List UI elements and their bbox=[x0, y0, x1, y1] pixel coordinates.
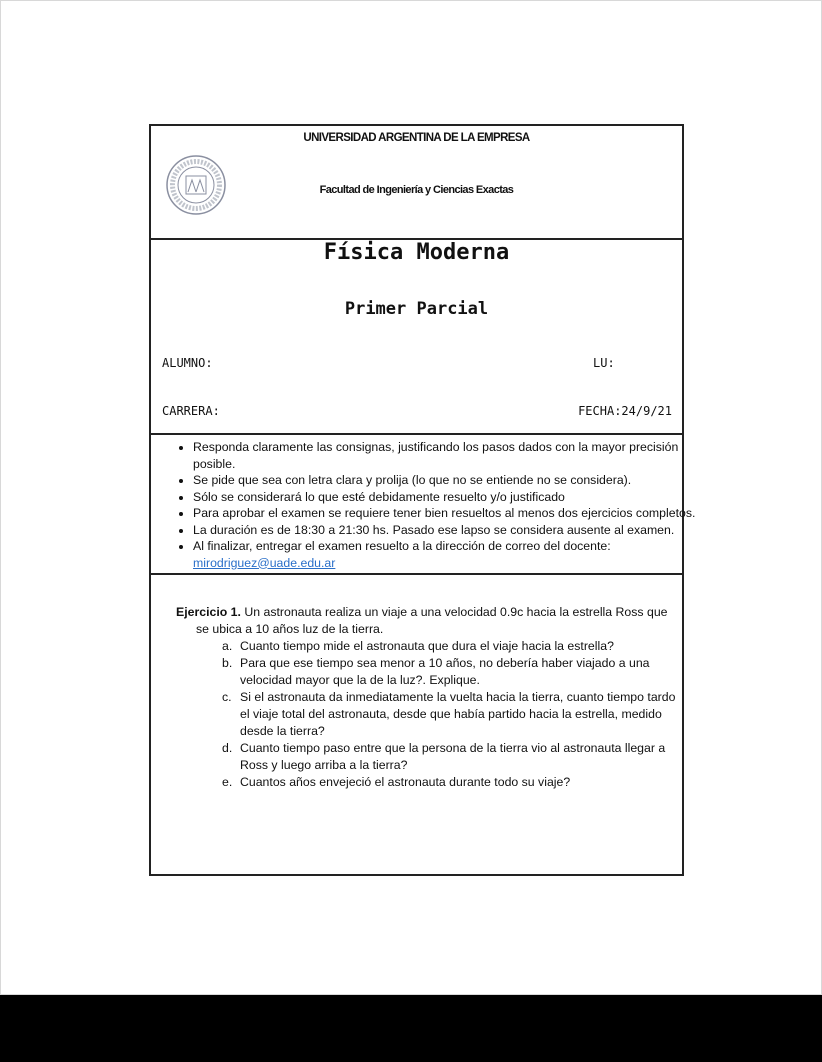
lu-label: LU: bbox=[593, 356, 615, 370]
alumno-label: ALUMNO: bbox=[162, 356, 213, 370]
faculty-name: Facultad de Ingeniería y Ciencias Exactas bbox=[319, 184, 514, 196]
instruction-item bbox=[193, 538, 703, 571]
exercise-item-a: a. Cuanto tiempo mide el astronauta que dura el viaje hacia la estrella? bbox=[222, 639, 614, 653]
exercise-items bbox=[176, 638, 681, 791]
university-name: UNIVERSIDAD ARGENTINA DE LA EMPRESA bbox=[303, 132, 530, 144]
instruction-item: • Se pide que sea con letra clara y prolija (lo que no se entiende no se considera). bbox=[193, 472, 703, 489]
exam-subtitle: Primer Parcial bbox=[344, 299, 489, 319]
instruction-item: • La duración es de 18:30 a 21:30 hs. Pasado ese lapso se considera ausente al examen. bbox=[193, 522, 703, 539]
exercise-text: Un astronauta realiza un viaje a una velocidad 0.9c hacia la estrella Ross que se ubica a 10 años luz de la tierra. bbox=[196, 605, 668, 636]
bottom-black-bar bbox=[0, 995, 822, 1062]
exam-title: Física Moderna bbox=[323, 240, 510, 265]
exercise-item-b: b. Para que ese tiempo sea menor a 10 años, no debería haber viajado a una velocidad mayor que la de la luz?. Explique. bbox=[222, 656, 650, 687]
fecha-label: FECHA:24/9/21 bbox=[578, 404, 672, 418]
carrera-label: CARRERA: bbox=[162, 404, 220, 418]
instruction-item: • Responda claramente las consignas, justificando los pasos dados con la mayor precisión posible. bbox=[193, 439, 703, 472]
exercise-label: Ejercicio 1. bbox=[176, 605, 241, 619]
exercise-1 bbox=[176, 604, 681, 791]
divider bbox=[151, 573, 682, 575]
exercise-item-e: e. Cuantos años envejeció el astronauta durante todo su viaje? bbox=[222, 775, 571, 789]
exercise-item-c: c. Si el astronauta da inmediatamente la vuelta hacia la tierra, cuanto tiempo tardo el viaje total del astronauta, desde que había partido hacia la estrella, medido desde la tierra? bbox=[222, 690, 676, 738]
divider bbox=[151, 433, 682, 435]
instruction-item: • Para aprobar el examen se requiere tener bien resueltos al menos dos ejercicios completos. bbox=[193, 505, 703, 522]
teacher-email-link[interactable]: mirodriguez@uade.edu.ar bbox=[193, 555, 336, 570]
instruction-text: Al finalizar, entregar el examen resuelto a la dirección de correo del docente: bbox=[193, 539, 611, 553]
exercise-item-d: d. Cuanto tiempo paso entre que la persona de la tierra vio al astronauta llegar a Ross y luego arriba a la tierra? bbox=[222, 741, 666, 772]
instruction-item: • Sólo se considerará lo que esté debidamente resuelto y/o justificado bbox=[193, 489, 703, 506]
instructions-list bbox=[171, 439, 703, 571]
exam-frame bbox=[149, 124, 696, 876]
